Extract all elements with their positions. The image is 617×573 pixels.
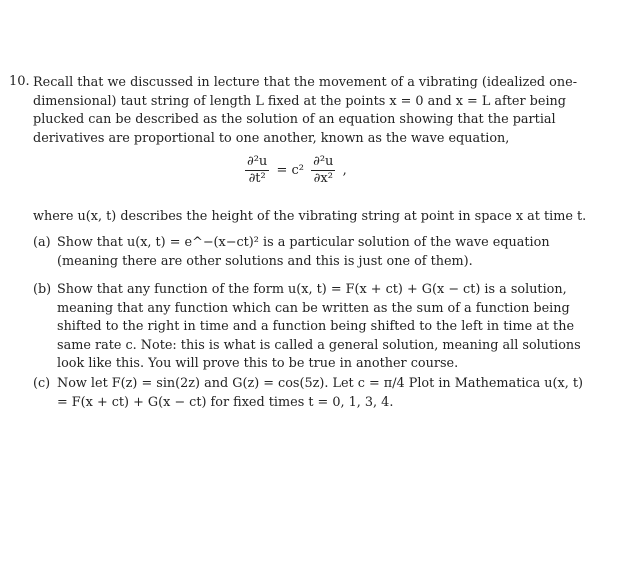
part-b-text: Show that any function of the form u(x, t) = F(x + ct) + G(x − ct) is a solution, meaning that any function which can be written as the sum of a function being shifted to the right in time and a function being shifted to the left in time at the same rate c. Note: this is what is called a general solution, meaning all solutions look like this. You will prove this to be true in another course. [57,282,581,372]
rhs-denominator: ∂x² [313,171,333,186]
part-c-label: (c) [33,376,51,391]
problem-number: 10. [9,74,30,89]
part-a-text: Show that u(x, t) = e^−(x−ct)² is a particular solution of the wave equation (meaning there are other solutions and this is just one of them). [57,235,550,269]
part-c-text: Now let F(z) = sin(2z) and G(z) = cos(5z). Let c = π/4 Plot in Mathematica u(x, t) = F(x + ct) + G(x − ct) for fixed times t = 0, 1, 3, 4. [57,376,584,410]
rhs-numerator: ∂²u [313,154,334,169]
equation-comma: , [342,163,347,178]
equation-middle: = c² [276,163,304,178]
wave-equation [245,154,350,187]
lhs-denominator: ∂t² [248,171,266,186]
rhs-fraction [311,154,335,187]
problem-intro: Recall that we discussed in lecture that the movement of a vibrating (idealized one-dimensional) taut string of length L fixed at the points x = 0 and x = L after being plucked can be described as the solution of an equation showing that the partial derivatives are proportional to one another, known as the wave equation, [33,75,578,146]
lhs-fraction [245,154,269,187]
where-sentence: where u(x, t) describes the height of the vibrating string at point in space x at time t. [33,209,587,224]
lhs-numerator: ∂²u [247,154,268,169]
part-b-label: (b) [33,282,52,297]
part-a-label: (a) [33,235,51,250]
